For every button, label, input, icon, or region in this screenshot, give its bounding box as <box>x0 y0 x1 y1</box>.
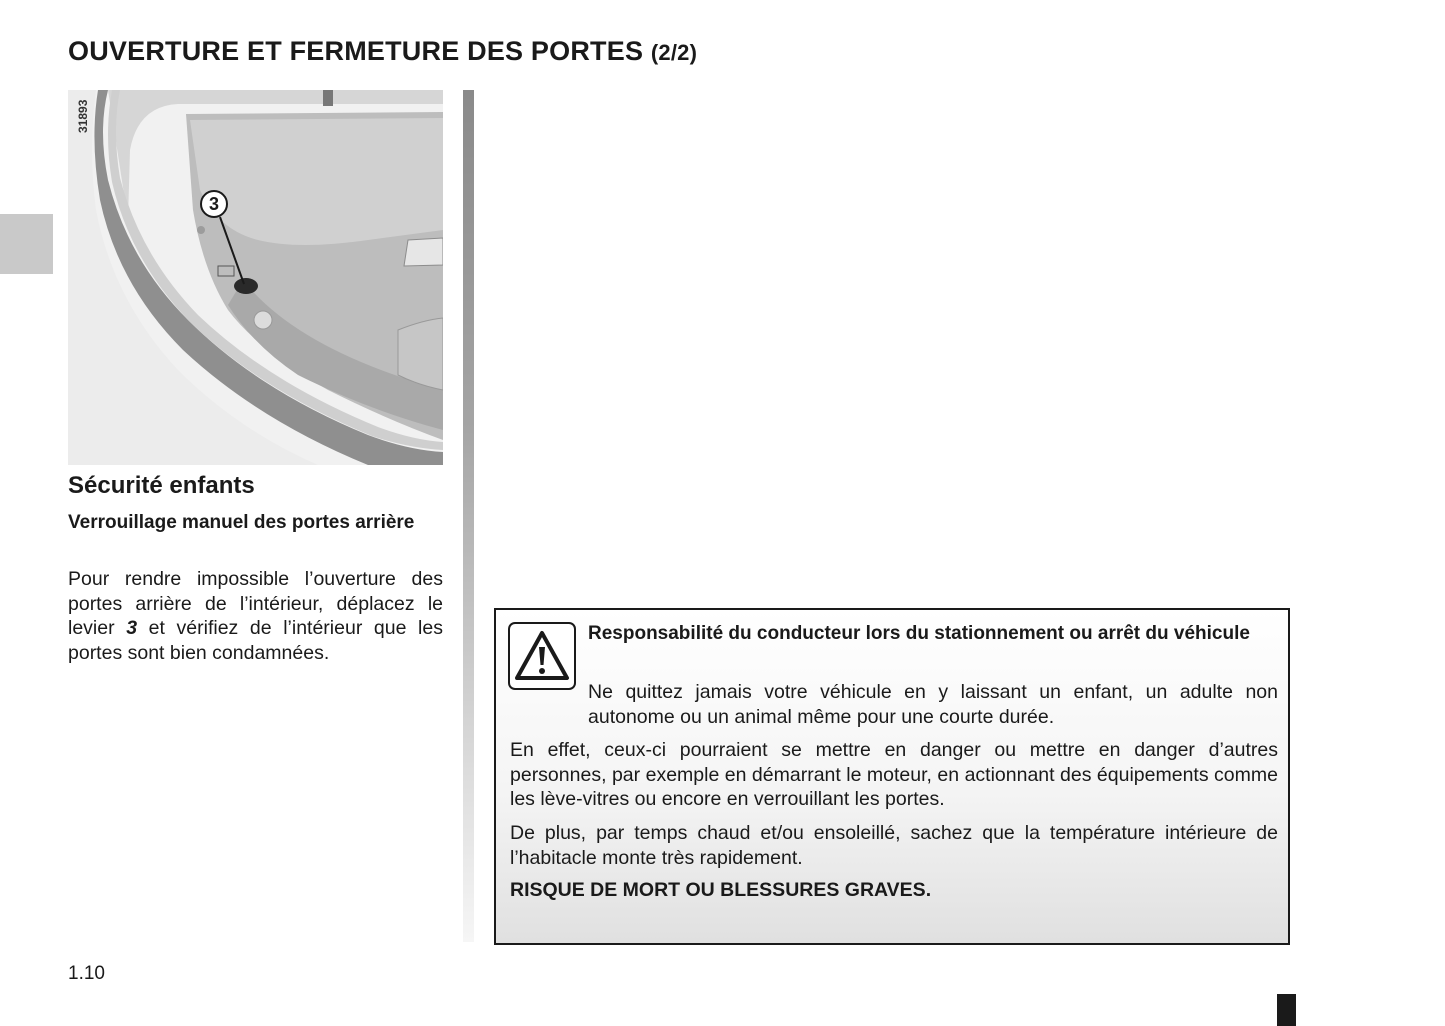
page-number: 1.10 <box>68 963 105 984</box>
section-body-text <box>68 567 443 665</box>
lever-reference: 3 <box>126 617 138 639</box>
page-title <box>68 36 697 67</box>
body-text-part2: et vérifiez de l’intérieur que les portes sont bien condamnées. <box>68 617 443 664</box>
page-title-suffix: (2/2) <box>650 40 698 65</box>
warning-title: Responsabilité du conducteur lors du stationnement ou arrêt du véhicule <box>588 623 1250 644</box>
chapter-tab-marker <box>0 214 53 274</box>
page-title-text: OUVERTURE ET FERMETURE DES PORTES <box>68 36 644 66</box>
section-heading: Sécurité enfants <box>68 472 255 499</box>
rear-door-illustration <box>68 90 443 465</box>
warning-triangle-icon <box>508 622 576 690</box>
warning-box <box>494 608 1290 945</box>
warning-paragraph: De plus, par temps chaud et/ou ensoleillé, sachez que la température intérieure de l’habitacle monte très rapidement. <box>510 822 1278 869</box>
page-edge-marker <box>1277 994 1296 1026</box>
figure-reference-number: 31893 <box>76 99 90 133</box>
column-divider <box>463 90 474 942</box>
body-text-part1: Pour rendre impossible l’ouverture des portes arrière de l’intérieur, déplacez le levier <box>68 568 443 639</box>
warning-paragraph: En effet, ceux-ci pourraient se mettre en danger ou mettre en danger d’autres personnes, par exemple en démarrant le moteur, en actionnant des équipements comme les lève-vitres ou encore en verrouillant les portes. <box>510 739 1278 810</box>
section-subheading: Verrouillage manuel des portes arrière <box>68 512 415 533</box>
warning-paragraph: Ne quittez jamais votre véhicule en y laissant un enfant, un adulte non autonome ou un animal même pour une courte durée. <box>588 681 1278 728</box>
warning-conclusion: RISQUE DE MORT OU BLESSURES GRAVES. <box>510 879 932 901</box>
rear-door-drawing <box>68 90 443 465</box>
lever-callout-label: 3 <box>208 194 219 214</box>
